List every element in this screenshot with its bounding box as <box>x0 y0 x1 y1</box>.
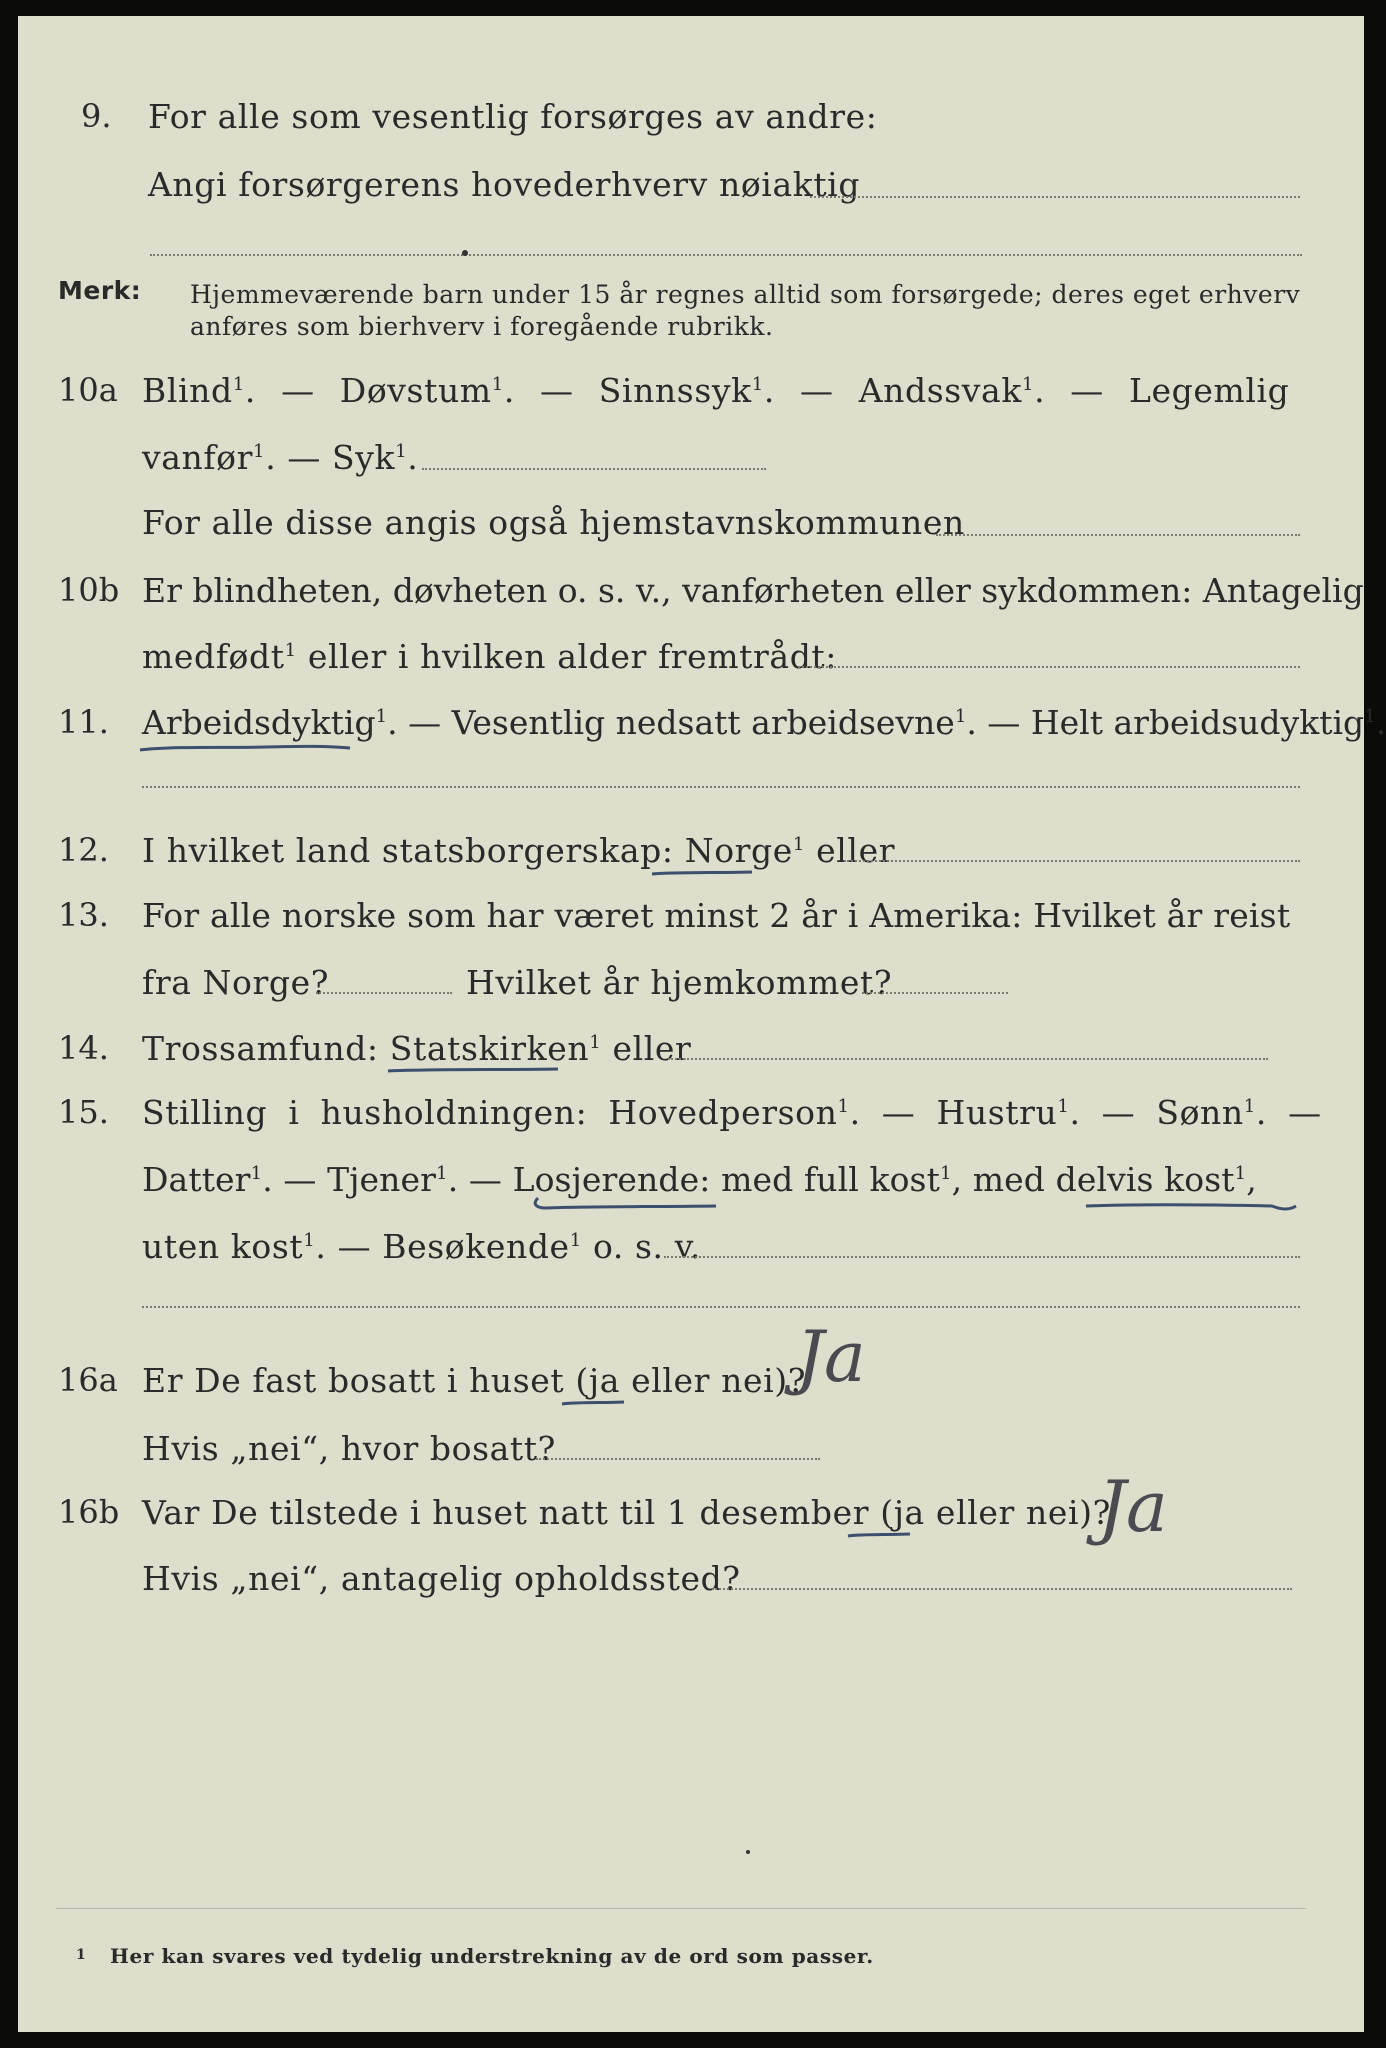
underline-delvis-kost <box>1082 1198 1302 1218</box>
q16b-text-line2: Hvis „nei“, antagelig opholdssted? <box>142 1559 741 1598</box>
footnote-text: Her kan svares ved tydelig understrekning av de ord som passer. <box>110 1944 874 1968</box>
q12-number: 12. <box>58 831 109 869</box>
q16a-number: 16a <box>58 1361 118 1399</box>
q10a-answer-line-2[interactable] <box>936 534 1300 536</box>
q12-text: I hvilket land statsborgerskap: Norge$^1$ eller <box>142 831 896 870</box>
footnote-mark: 1 <box>76 1947 87 1963</box>
underline-statskirken <box>384 1062 564 1080</box>
q15-answer-line-1[interactable] <box>664 1256 1300 1258</box>
q16a-text-line2: Hvis „nei“, hvor bosatt? <box>142 1429 556 1468</box>
q9-text-line1: For alle som vesentlig forsørges av andre: <box>148 97 878 136</box>
q11-answer-line[interactable] <box>142 786 1300 788</box>
q9-text-line2: Angi forsørgerens hovederhverv nøiaktig <box>148 165 861 204</box>
q13-text-line2b: Hvilket år hjemkommet? <box>466 963 893 1002</box>
q16b-number: 16b <box>58 1493 120 1531</box>
q11-number: 11. <box>58 703 109 741</box>
q9-number: 9. <box>81 97 112 135</box>
q10b-number: 10b <box>58 571 120 609</box>
q16b-handwritten-answer: Ja <box>1098 1466 1168 1548</box>
q15-text-line1: Stilling i husholdningen: Hovedperson$^1$. — Hustru$^1$. — Sønn$^1$. — <box>142 1093 1322 1132</box>
q9-answer-line-1[interactable] <box>810 196 1300 198</box>
q14-number: 14. <box>58 1029 109 1067</box>
q15-text-line2: Datter$^1$. — Tjener$^1$. — Losjerende: med full kost$^1$, med delvis kost$^1$, <box>142 1160 1257 1199</box>
q13-answer-year-returned[interactable] <box>862 992 1008 994</box>
q13-answer-year-left[interactable] <box>316 992 452 994</box>
q15-answer-line-2[interactable] <box>142 1306 1300 1308</box>
q10b-answer-line[interactable] <box>798 666 1300 668</box>
q10b-text-line1: Er blindheten, døvheten o. s. v., vanførheten eller sykdommen: Antagelig <box>142 571 1364 610</box>
underline-16a-ja <box>558 1396 628 1412</box>
underline-16b-ja <box>844 1528 914 1544</box>
underline-losjerende <box>532 1196 722 1216</box>
q14-text: Trossamfund: Statskirken$^1$ eller <box>142 1029 692 1068</box>
q10a-text-line1: Blind$^1$. — Døvstum$^1$. — Sinnssyk$^1$. — Andssvak$^1$. — Legemlig <box>142 371 1290 410</box>
q10a-text-line2: vanfør$^1$. — Syk$^1$. <box>142 438 419 477</box>
q16a-text: Er De fast bosatt i huset (ja eller nei)? <box>142 1361 807 1400</box>
census-form-page <box>18 16 1386 2032</box>
underline-arbeidsdyktig <box>136 738 356 758</box>
q15-text-line3: uten kost$^1$. — Besøkende$^1$ o. s. v. <box>142 1227 702 1266</box>
q16b-answer-line[interactable] <box>712 1588 1292 1590</box>
merk-text-line1: Hjemmeværende barn under 15 år regnes alltid som forsørgede; deres eget erhverv <box>190 280 1301 309</box>
ink-dot <box>746 1850 750 1854</box>
ink-dot <box>462 250 468 256</box>
q16a-answer-line[interactable] <box>536 1458 820 1460</box>
q16b-text: Var De tilstede i huset natt til 1 desember (ja eller nei)? <box>142 1493 1111 1532</box>
q10a-answer-line-1[interactable] <box>422 468 766 470</box>
footnote-divider <box>56 1908 1306 1909</box>
q13-text-line2a: fra Norge? <box>142 963 330 1002</box>
merk-label: Merk: <box>58 276 142 305</box>
underline-norge <box>648 864 758 882</box>
q14-answer-line[interactable] <box>668 1058 1268 1060</box>
q12-answer-line[interactable] <box>844 860 1300 862</box>
q10a-text-line3: For alle disse angis også hjemstavnskommunen <box>142 503 965 542</box>
q15-number: 15. <box>58 1093 109 1131</box>
q13-number: 13. <box>58 896 109 934</box>
q16a-handwritten-answer: Ja <box>796 1316 866 1398</box>
q11-text: Arbeidsdyktig$^1$. — Vesentlig nedsatt arbeidsevne$^1$. — Helt arbeidsudyktig$^1$. <box>142 703 1386 742</box>
q9-answer-line-2[interactable] <box>150 254 1302 256</box>
merk-text-line2: anføres som bierhverv i foregående rubrikk. <box>190 312 774 341</box>
q13-text-line1: For alle norske som har været minst 2 år i Amerika: Hvilket år reist <box>142 896 1291 935</box>
q10a-number: 10a <box>58 371 118 409</box>
q10b-text-line2: medfødt$^1$ eller i hvilken alder fremtrådt: <box>142 637 837 676</box>
